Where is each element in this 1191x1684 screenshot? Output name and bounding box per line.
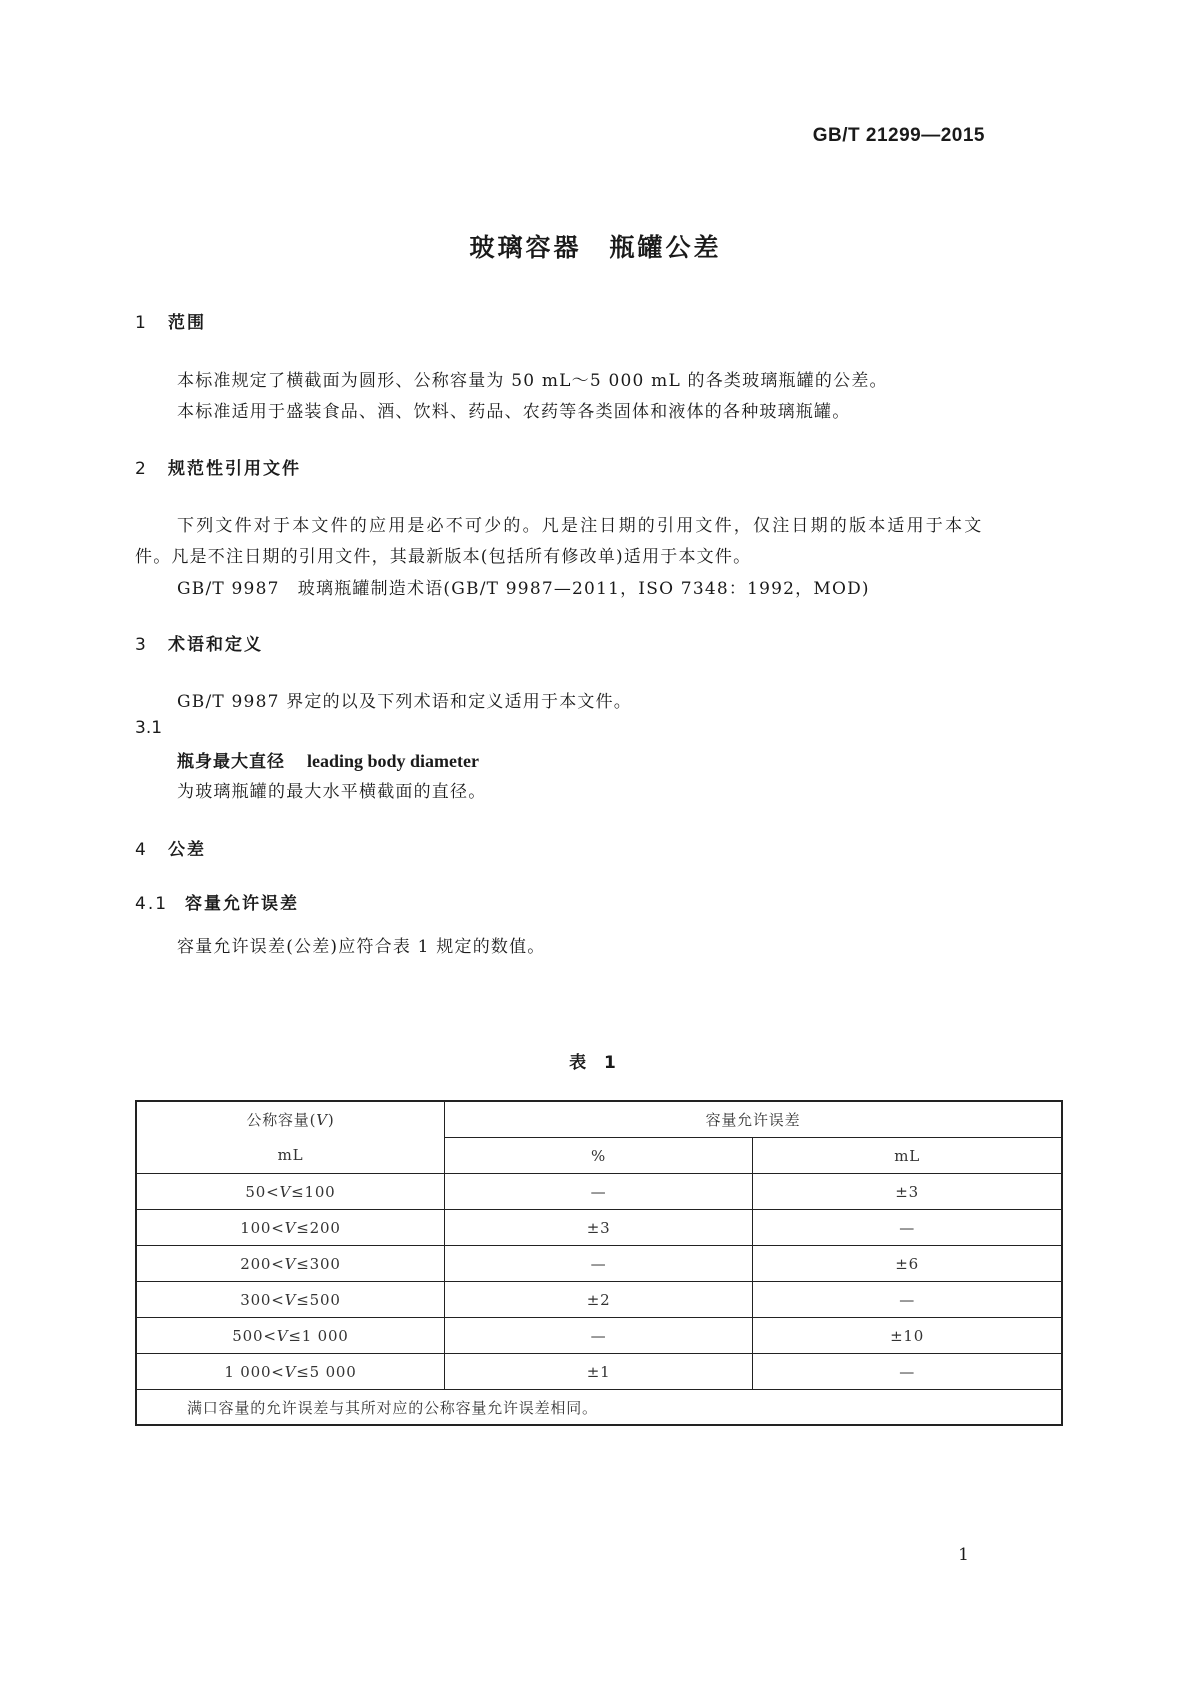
normative-reference: GB/T 9987 玻璃瓶罐制造术语(GB/T 9987—2011，ISO 7348：1992，MOD) xyxy=(177,579,870,599)
page-number: 1 xyxy=(958,1545,969,1565)
percent-tolerance-cell: — xyxy=(444,1318,752,1354)
section-4-heading xyxy=(135,835,206,860)
section-title: 范围 xyxy=(168,313,206,333)
header-nominal-unit: mL xyxy=(136,1138,444,1174)
ml-tolerance-cell: — xyxy=(753,1282,1062,1318)
table-row xyxy=(136,1210,1062,1246)
percent-tolerance-cell: ±3 xyxy=(444,1210,752,1246)
table-body xyxy=(136,1174,1062,1390)
table-header-row xyxy=(136,1138,1062,1174)
subsection-4-1-heading xyxy=(135,889,299,914)
percent-tolerance-cell: ±1 xyxy=(444,1354,752,1390)
ml-tolerance-cell: ±6 xyxy=(753,1246,1062,1282)
header-percent: % xyxy=(444,1138,752,1174)
table-note: 满口容量的允许误差与其所对应的公称容量允许误差相同。 xyxy=(136,1390,1062,1426)
ml-tolerance-cell: — xyxy=(753,1354,1062,1390)
ml-tolerance-cell: — xyxy=(753,1210,1062,1246)
percent-tolerance-cell: — xyxy=(444,1174,752,1210)
percent-tolerance-cell: ±2 xyxy=(444,1282,752,1318)
ml-tolerance-cell: ±3 xyxy=(753,1174,1062,1210)
section-3-heading xyxy=(135,630,263,655)
term-number: 3.1 xyxy=(135,718,163,738)
paragraph: 本标准规定了横截面为圆形、公称容量为 50 mL～5 000 mL 的各类玻璃瓶罐的公差。 xyxy=(177,371,888,391)
subsection-title: 容量允许误差 xyxy=(185,894,299,914)
table-row xyxy=(136,1318,1062,1354)
capacity-range-cell: 1 000<V≤5 000 xyxy=(136,1354,444,1390)
table-row xyxy=(136,1282,1062,1318)
capacity-range-cell: 100<V≤200 xyxy=(136,1210,444,1246)
capacity-range-cell: 500<V≤1 000 xyxy=(136,1318,444,1354)
capacity-range-cell: 200<V≤300 xyxy=(136,1246,444,1282)
section-number: 1 xyxy=(135,313,148,333)
term-chinese: 瓶身最大直径 xyxy=(177,752,285,772)
section-title: 规范性引用文件 xyxy=(168,459,301,479)
capacity-range-cell: 50<V≤100 xyxy=(136,1174,444,1210)
section-number: 4 xyxy=(135,840,148,860)
subsection-number: 4.1 xyxy=(135,894,169,914)
percent-tolerance-cell: — xyxy=(444,1246,752,1282)
header-ml: mL xyxy=(753,1138,1062,1174)
paragraph: 容量允许误差(公差)应符合表 1 规定的数值。 xyxy=(177,937,546,957)
table-header-row xyxy=(136,1101,1062,1138)
section-title: 术语和定义 xyxy=(168,635,263,655)
section-1-heading xyxy=(135,308,206,333)
table-row xyxy=(136,1354,1062,1390)
table-note-row xyxy=(136,1390,1062,1426)
section-title: 公差 xyxy=(168,840,206,860)
term-english: leading body diameter xyxy=(307,751,480,771)
paragraph: 本标准适用于盛装食品、酒、饮料、药品、农药等各类固体和液体的各种玻璃瓶罐。 xyxy=(177,402,851,422)
section-number: 3 xyxy=(135,635,148,655)
ml-tolerance-cell: ±10 xyxy=(753,1318,1062,1354)
header-nominal-capacity: 公称容量(V) xyxy=(136,1101,444,1138)
term-definition: 为玻璃瓶罐的最大水平横截面的直径。 xyxy=(177,782,487,802)
table-caption: 表 1 xyxy=(569,1053,622,1073)
header-tolerance: 容量允许误差 xyxy=(444,1101,1062,1138)
term-entry xyxy=(177,747,479,772)
capacity-range-cell: 300<V≤500 xyxy=(136,1282,444,1318)
section-2-heading xyxy=(135,454,301,479)
section-number: 2 xyxy=(135,459,148,479)
document-title: 玻璃容器 瓶罐公差 xyxy=(469,233,722,262)
table-row xyxy=(136,1246,1062,1282)
paragraph: 件。凡是不注日期的引用文件，其最新版本(包括所有修改单)适用于本文件。 xyxy=(135,547,752,567)
tolerance-table xyxy=(135,1100,1063,1426)
standard-code: GB/T 21299—2015 xyxy=(812,125,985,146)
table-row xyxy=(136,1174,1062,1210)
paragraph: GB/T 9987 界定的以及下列术语和定义适用于本文件。 xyxy=(177,692,633,712)
paragraph: 下列文件对于本文件的应用是必不可少的。凡是注日期的引用文件，仅注日期的版本适用于本文 xyxy=(177,516,984,536)
